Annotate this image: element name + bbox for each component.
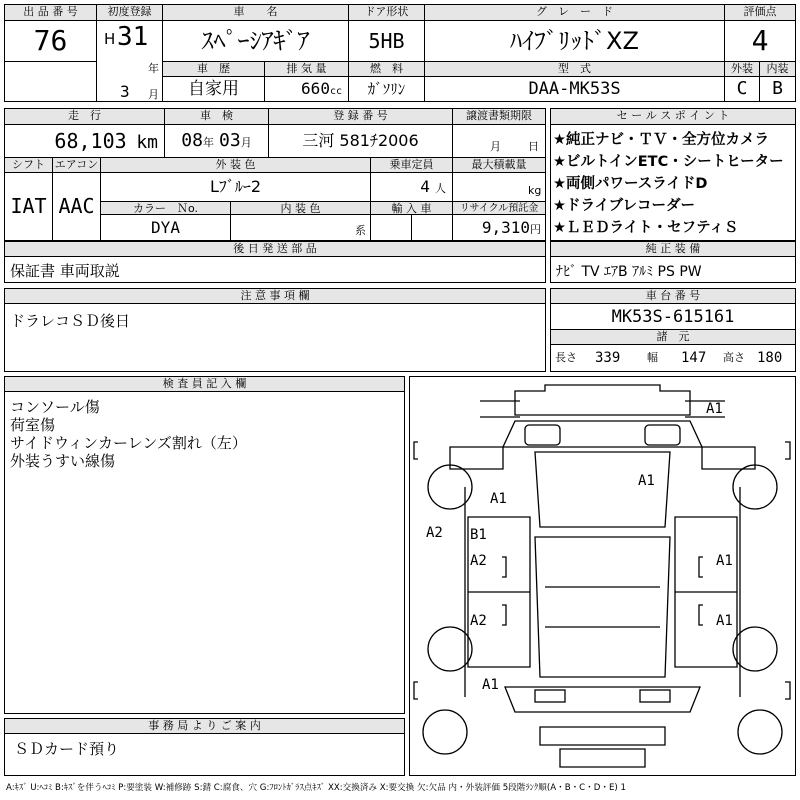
lot-no: 76 xyxy=(5,21,97,61)
damage-mark: A1 xyxy=(638,473,655,489)
sales-point-4: ★ドライブレコーダー xyxy=(553,198,696,214)
recycle-unit: 円 xyxy=(530,223,541,236)
displacement xyxy=(265,77,349,101)
chassis-label: 車 台 番 号 xyxy=(551,289,795,304)
insp-year-unit: 年 xyxy=(202,136,214,149)
car-outline xyxy=(410,377,795,775)
recycle-label: リサイクル預託金 xyxy=(453,201,545,215)
car-name: ｽﾍﾟｰｼｱｷﾞｱ xyxy=(163,21,349,61)
int-color-unit: 系 xyxy=(355,224,366,237)
color-no-label: カラー Ｎo. xyxy=(101,201,231,215)
damage-mark: A1 xyxy=(490,491,507,507)
inspector-line-1: コンソール傷 xyxy=(10,398,100,416)
height-label: 高さ xyxy=(723,351,745,364)
reg-no-label: 登 録 番 号 xyxy=(269,109,453,125)
load-label: 最大積載量 xyxy=(453,157,545,173)
capacity-unit: 人 xyxy=(435,182,446,195)
int-label: 内装 xyxy=(760,61,795,77)
import-cell-b xyxy=(412,215,453,240)
capacity-label: 乗車定員 xyxy=(371,157,453,173)
int-score: B xyxy=(772,78,783,99)
int-color-label: 内 装 色 xyxy=(231,201,371,215)
notes-label: 注 意 事 項 欄 xyxy=(5,289,545,304)
sales-point-1: ★純正ナビ・ＴＶ・全方位カメラ xyxy=(553,132,769,148)
damage-mark: A2 xyxy=(470,553,487,569)
mileage-value: 68,103 xyxy=(54,129,127,153)
insp-month-unit: 月 xyxy=(240,136,252,149)
equipment-label: 純 正 装 備 xyxy=(551,242,795,257)
damage-mark: A1 xyxy=(716,553,733,569)
door-type: 5HB xyxy=(349,21,425,61)
inspection xyxy=(165,125,269,157)
sales-point-5: ★ＬＥＤライト・セフティＳ xyxy=(553,220,739,236)
shift: IAT xyxy=(5,173,53,240)
inspector-line-3: サイドウィンカーレンズ割れ（左） xyxy=(10,434,247,452)
sales-points-label: セ ー ル ス ポ イ ン ト xyxy=(551,109,795,125)
mileage xyxy=(5,125,165,157)
later-parts-label: 後 日 発 送 部 品 xyxy=(5,242,545,257)
damage-mark: A2 xyxy=(470,613,487,629)
chassis-number: MK53S-615161 xyxy=(551,304,795,330)
import-cell-a xyxy=(371,215,412,240)
equipment: ﾅﾋﾞ TV ｴｱB ｱﾙﾐ PS PW xyxy=(556,264,702,280)
transfer-day-unit: 日 xyxy=(528,140,539,153)
disp-label: 排 気 量 xyxy=(265,61,349,77)
notes-text: ドラレコＳＤ後日 xyxy=(10,312,131,330)
first-reg-era: H xyxy=(104,30,116,48)
mileage-unit: km xyxy=(136,132,158,153)
door-label: ドア形状 xyxy=(349,5,425,21)
disp-value: 660 xyxy=(301,79,330,98)
capacity xyxy=(371,173,453,201)
damage-mark: A1 xyxy=(706,401,723,417)
length: 339 xyxy=(595,350,621,366)
history: 自家用 xyxy=(163,77,265,101)
insp-month: 03 xyxy=(219,130,241,151)
ac: AAC xyxy=(53,173,101,240)
shift-label: シフト xyxy=(5,157,53,173)
inspector-label: 検 査 員 記 入 欄 xyxy=(5,377,404,392)
model: DAA-MK53S xyxy=(425,77,725,101)
legend: A:ｷｽﾞ U:ﾍｺﾐ B:ｷｽﾞを伴うﾍｺﾐ P:要塗装 W:補修跡 S:錆 C:腐食、穴 G:ﾌﾛﾝﾄｶﾞﾗｽ点ｷｽﾞ XX:交換済み X:要交換 欠:欠品 内・外装評価 5段階ﾗﾝｸ順(A・B・C・D・E) 1 xyxy=(6,783,626,793)
import-label: 輸 入 車 xyxy=(371,201,453,215)
transfer-month-unit: 月 xyxy=(490,140,501,153)
load-unit: kg xyxy=(528,184,542,197)
fuel-label: 燃 料 xyxy=(349,61,425,77)
month-unit: 月 xyxy=(148,88,159,101)
ac-label: エアコン xyxy=(53,157,101,173)
year-unit: 年 xyxy=(148,62,159,75)
width: 147 xyxy=(681,350,707,366)
damage-mark: B1 xyxy=(470,527,487,543)
sales-point-3: ★両側パワースライドD xyxy=(553,176,708,192)
color-label: 外 装 色 xyxy=(101,157,371,173)
car-diagram xyxy=(409,376,796,776)
damage-mark: A1 xyxy=(482,677,499,693)
later-parts: 保証書 車両取説 xyxy=(10,262,120,280)
first-reg-label: 初度登録 xyxy=(97,5,163,21)
first-reg-border xyxy=(97,21,163,101)
int-color xyxy=(231,215,371,240)
inspection-label: 車 検 xyxy=(165,109,269,125)
capacity-value: 4 xyxy=(420,177,430,196)
damage-mark: A2 xyxy=(426,525,443,541)
lot-no-blank xyxy=(5,61,97,101)
transfer-label: 譲渡書類期限 xyxy=(453,109,545,125)
ext-label: 外装 xyxy=(725,61,760,77)
ext-score: C xyxy=(725,77,760,101)
first-reg-month: 3 xyxy=(120,82,130,101)
lot-no-label: 出 品 番 号 xyxy=(5,5,97,21)
sales-point-2: ★ビルトインETC・シートヒーター xyxy=(553,154,784,170)
grade: ﾊｲﾌﾞﾘｯﾄﾞXZ xyxy=(425,21,725,61)
reg-no: 三河 581ﾁ2006 xyxy=(269,125,453,157)
score: 4 xyxy=(751,24,769,57)
inspector-line-4: 外装うすい線傷 xyxy=(10,452,116,470)
fuel: ｶﾞｿﾘﾝ xyxy=(349,77,425,101)
inspector-line-2: 荷室傷 xyxy=(10,416,56,434)
disp-unit: cc xyxy=(329,86,342,97)
color: Lﾌﾞﾙｰ2 xyxy=(101,173,371,201)
recycle xyxy=(453,215,545,240)
dimensions-row xyxy=(551,347,795,369)
model-label: 型 式 xyxy=(425,61,725,77)
grade-label: グ レ ー ド xyxy=(425,5,725,21)
score-label: 評価点 xyxy=(725,5,795,21)
office-text: ＳＤカード預り xyxy=(14,740,120,758)
color-no: DYA xyxy=(101,215,231,240)
first-reg-year: 31 xyxy=(117,22,149,52)
dimensions-label: 諸 元 xyxy=(551,330,795,345)
mileage-label: 走 行 xyxy=(5,109,165,125)
length-label: 長さ xyxy=(555,351,577,364)
width-label: 幅 xyxy=(647,351,658,364)
history-label: 車 歴 xyxy=(163,61,265,77)
height: 180 xyxy=(757,350,783,366)
insp-year: 08 xyxy=(181,130,203,151)
damage-mark: A1 xyxy=(716,613,733,629)
inspector-box xyxy=(4,376,405,714)
car-name-label: 車 名 xyxy=(163,5,349,21)
office-label: 事 務 局 よ り ご 案 内 xyxy=(5,719,404,734)
recycle-value: 9,310 xyxy=(481,218,530,237)
